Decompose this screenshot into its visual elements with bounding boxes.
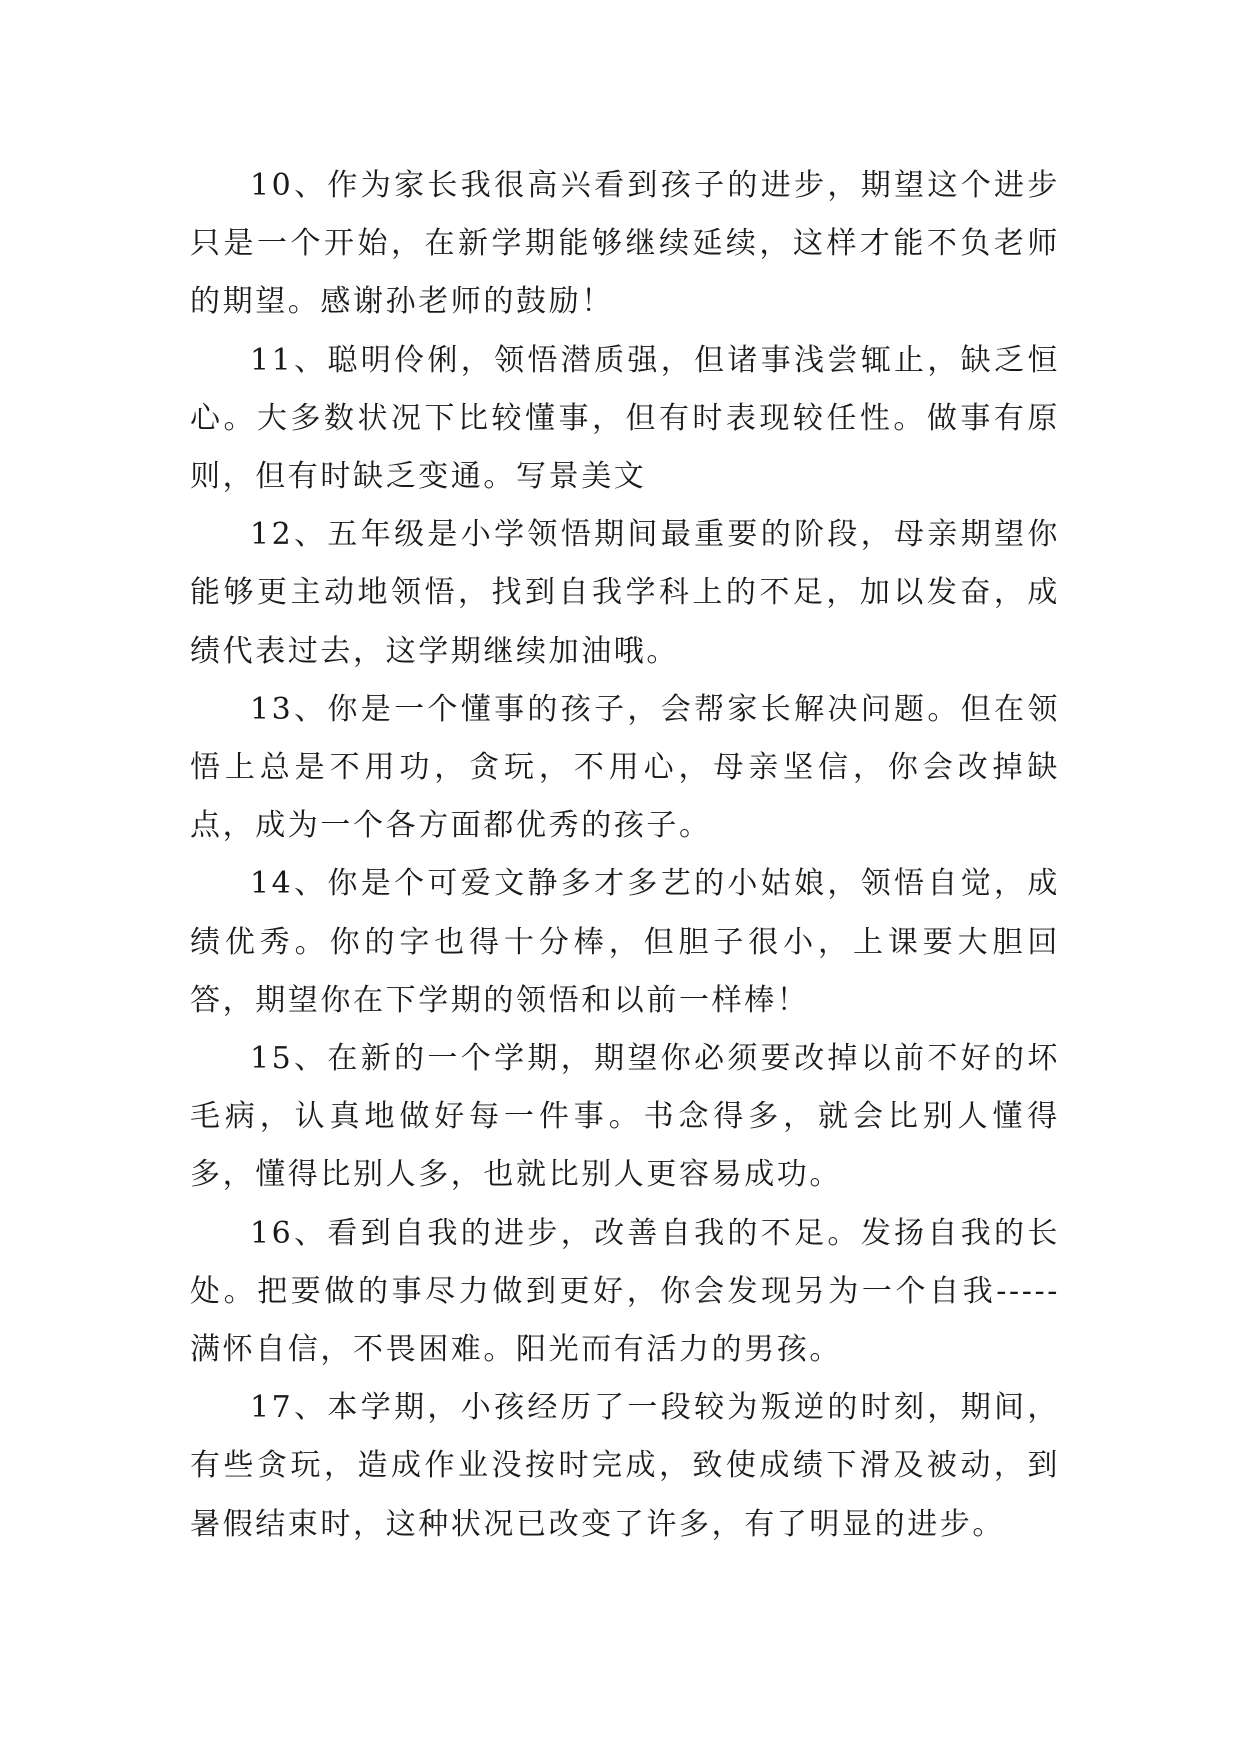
document-body: [190, 157, 1060, 1554]
paragraph-16: 16、看到自我的进步，改善自我的不足。发扬自我的长处。把要做的事尽力做到更好，你会发现另为一个自我-----满怀自信，不畏困难。阳光而有活力的男孩。: [190, 1215, 1060, 1368]
paragraph-14: 14、你是个可爱文静多才多艺的小姑娘，领悟自觉，成绩优秀。你的字也得十分棒，但胆子很小，上课要大胆回答，期望你在下学期的领悟和以前一样棒！: [190, 866, 1060, 1018]
paragraph-17: 17、本学期，小孩经历了一段较为叛逆的时刻，期间，有些贪玩，造成作业没按时完成，致使成绩下滑及被动，到暑假结束时，这种状况已改变了许多，有了明显的进步。: [190, 1390, 1060, 1542]
paragraph-12: 12、五年级是小学领悟期间最重要的阶段，母亲期望你能够更主动地领悟，找到自我学科上的不足，加以发奋，成绩代表过去，这学期继续加油哦。: [190, 517, 1060, 669]
paragraph-11: 11、聪明伶俐，领悟潜质强，但诸事浅尝辄止，缺乏恒心。大多数状况下比较懂事，但有时表现较任性。做事有原则，但有时缺乏变通。写景美文: [190, 342, 1060, 495]
paragraph-15: 15、在新的一个学期，期望你必须要改掉以前不好的坏毛病，认真地做好每一件事。书念得多，就会比别人懂得多，懂得比别人多，也就比别人更容易成功。: [190, 1041, 1060, 1193]
paragraph-10: 10、作为家长我很高兴看到孩子的进步，期望这个进步只是一个开始，在新学期能够继续延续，这样才能不负老师的期望。感谢孙老师的鼓励！: [190, 168, 1060, 320]
paragraph-13: 13、你是一个懂事的孩子，会帮家长解决问题。但在领悟上总是不用功，贪玩，不用心，母亲坚信，你会改掉缺点，成为一个各方面都优秀的孩子。: [190, 691, 1060, 844]
